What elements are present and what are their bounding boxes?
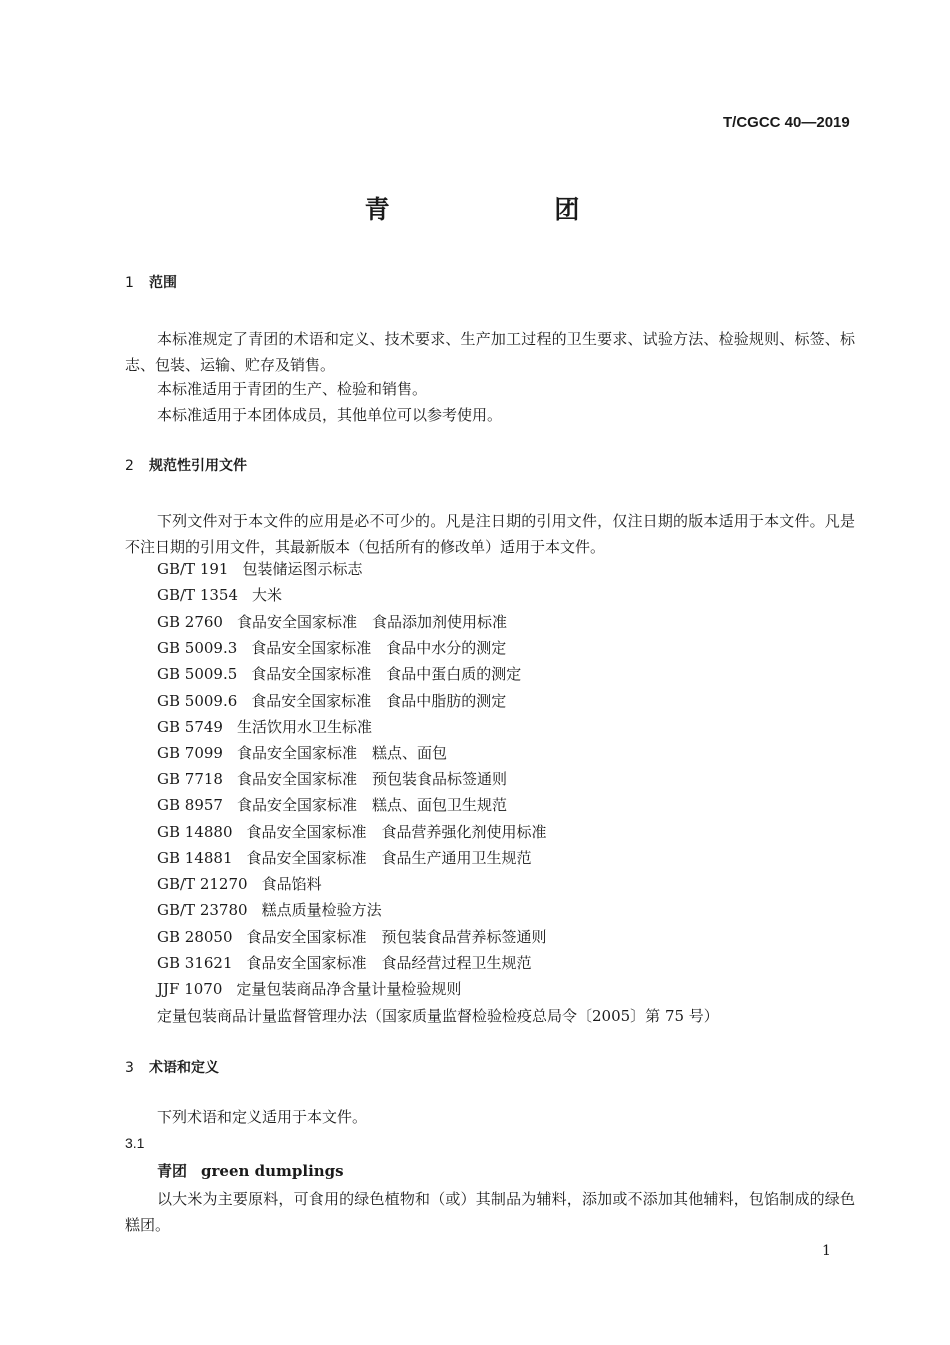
reference-code: JJF 1070 <box>157 980 223 998</box>
scope-paragraph-2: 本标准适用于青团的生产、检验和销售。 <box>157 380 428 398</box>
reference-item <box>157 688 506 714</box>
reference-item <box>157 714 372 740</box>
section-1-heading <box>125 272 177 292</box>
section-title: 范围 <box>149 275 177 291</box>
term-chinese: 青团 <box>157 1162 188 1180</box>
reference-title: 食品安全国家标准 食品中蛋白质的测定 <box>251 665 522 683</box>
reference-code: GB 2760 <box>157 613 223 631</box>
reference-item <box>157 582 282 608</box>
reference-item <box>157 924 547 950</box>
reference-item <box>157 766 507 792</box>
reference-title: 食品安全国家标准 食品生产通用卫生规范 <box>246 849 532 867</box>
reference-code: GB/T 23780 <box>157 901 248 919</box>
reference-code: GB 14880 <box>157 823 233 841</box>
standard-code: T/CGCC 40—2019 <box>723 114 850 131</box>
term-english: green dumplings <box>201 1162 344 1180</box>
reference-title: 食品安全国家标准 糕点、面包卫生规范 <box>236 796 507 814</box>
reference-code: GB/T 21270 <box>157 875 248 893</box>
scope-paragraph-1: 本标准规定了青团的术语和定义、技术要求、生产加工过程的卫生要求、试验方法、检验规则、标签、标志、包装、运输、贮存及销售。 <box>125 330 855 374</box>
reference-item <box>157 740 447 766</box>
reference-item <box>157 635 506 661</box>
section-title: 规范性引用文件 <box>149 458 247 474</box>
reference-item <box>157 950 532 976</box>
reference-code: GB 14881 <box>157 849 233 867</box>
term-heading <box>157 1160 344 1181</box>
document-title: 青 团 <box>364 195 658 224</box>
reference-title: 食品安全国家标准 预包装食品营养标签通则 <box>246 928 547 946</box>
reference-code: GB 7099 <box>157 744 223 762</box>
reference-item <box>157 609 507 635</box>
section-number: 1 <box>125 275 134 291</box>
normative-refs-intro: 下列文件对于本文件的应用是必不可少的。凡是注日期的引用文件，仅注日期的版本适用于本文件。凡是不注日期的引用文件，其最新版本（包括所有的修改单）适用于本文件。 <box>125 512 855 556</box>
reference-title: 生活饮用水卫生标准 <box>236 718 372 736</box>
reference-code: GB 5009.6 <box>157 692 238 710</box>
terms-intro: 下列术语和定义适用于本文件。 <box>157 1108 368 1126</box>
reference-code: GB/T 191 <box>157 560 229 578</box>
reference-code: GB 31621 <box>157 954 233 972</box>
section-number: 3 <box>125 1060 134 1076</box>
reference-title: 食品安全国家标准 食品营养强化剂使用标准 <box>246 823 547 841</box>
reference-code: GB 8957 <box>157 796 223 814</box>
term-entry-number: 3.1 <box>125 1135 145 1151</box>
reference-code: GB 5009.3 <box>157 639 238 657</box>
reference-item <box>157 845 532 871</box>
reference-item <box>157 976 461 1002</box>
section-2-heading <box>125 455 247 475</box>
reference-code: GB 5009.5 <box>157 665 238 683</box>
term-definition: 以大米为主要原料，可食用的绿色植物和（或）其制品为辅料，添加或不添加其他辅料，包馅制成的绿色糕团。 <box>125 1190 855 1234</box>
reference-title: 食品安全国家标准 食品添加剂使用标准 <box>236 613 507 631</box>
reference-title: 食品安全国家标准 食品经营过程卫生规范 <box>246 954 532 972</box>
reference-title: 食品安全国家标准 食品中脂肪的测定 <box>251 692 507 710</box>
reference-item <box>157 661 521 687</box>
reference-item <box>157 556 362 582</box>
reference-title: 食品安全国家标准 食品中水分的测定 <box>251 639 507 657</box>
reference-code: GB 7718 <box>157 770 223 788</box>
reference-item <box>157 897 382 923</box>
reference-code: GB 5749 <box>157 718 223 736</box>
reference-code: GB/T 1354 <box>157 586 239 604</box>
reference-item <box>157 819 547 845</box>
section-3-heading <box>125 1057 219 1077</box>
reference-title: 食品安全国家标准 糕点、面包 <box>236 744 447 762</box>
section-title: 术语和定义 <box>149 1060 219 1076</box>
page-number: 1 <box>822 1243 831 1259</box>
scope-paragraph-3: 本标准适用于本团体成员，其他单位可以参考使用。 <box>157 406 503 424</box>
reference-title: 定量包装商品净含量计量检验规则 <box>236 980 462 998</box>
reference-code: GB 28050 <box>157 928 233 946</box>
reference-item-regulation: 定量包装商品计量监督管理办法（国家质量监督检验检疫总局令〔2005〕第 75 号） <box>157 1007 719 1025</box>
section-number: 2 <box>125 458 134 474</box>
reference-title: 糕点质量检验方法 <box>261 901 382 919</box>
reference-title: 食品安全国家标准 预包装食品标签通则 <box>236 770 507 788</box>
reference-title: 包装储运图示标志 <box>242 560 363 578</box>
reference-title: 食品馅料 <box>261 875 322 893</box>
reference-title: 大米 <box>252 586 283 604</box>
reference-item <box>157 792 507 818</box>
reference-item <box>157 871 322 897</box>
